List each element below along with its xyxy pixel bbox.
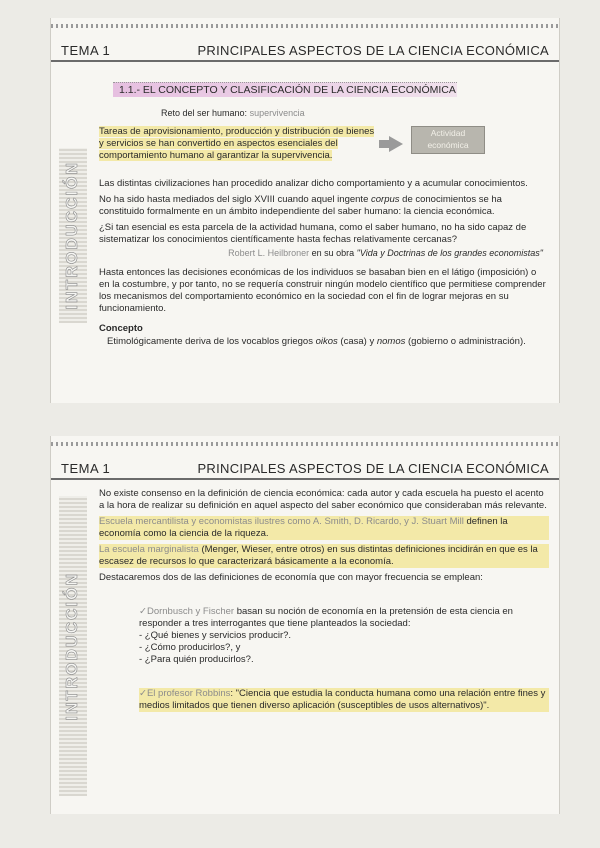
question-item: - ¿Para quién producirlos?. [139, 654, 254, 665]
work-title: "Vida y Doctrinas de los grandes economistas" [356, 248, 543, 258]
side-banner-label: INTRODUCCIÓN [64, 571, 81, 721]
p3-text-b: (Menger, Wieser, entre otros) en sus distintas definiciones incidirán en que es la escasez de recursos lo que caracterizará básicamente a la economía. [99, 544, 538, 567]
concepto-text [99, 336, 549, 348]
header-dotted-rule [51, 442, 559, 446]
slide-1 [50, 18, 560, 403]
paragraph: Hasta entonces las decisiones económicas de los individuos se basaban bien en el látigo (imposición) o en la costumbre, y por tanto, no se requería construir ningún modelo científico que permitiese comprender los mecanismos del comportamiento económico en la sociedad con el fin de lograr mejoras en su funcionamiento. [99, 267, 546, 314]
tema-label: TEMA 1 [61, 43, 111, 58]
definition-1-body: basan su noción de economía en la pretensión de esta ciencia en responder a tres interrogantes que tiene planteados la sociedad: [139, 606, 513, 629]
definition-2-body: : "Ciencia que estudia la conducta humana como una relación entre fines y medios limitados que tienen diverso aplicación (susceptibles de usos alternativos)". [139, 688, 546, 711]
paragraph: ¿Si tan esencial es esta parcela de la actividad humana, como el saber humano, no ha sido capaz de sistematizar los conocimientos científicamente hasta fechas relativamente cercanas? [99, 222, 527, 245]
slide-2 [50, 436, 560, 814]
arrow-right-icon [389, 136, 403, 152]
p3-text-a: La escuela marginalista [99, 544, 199, 555]
paragraph: Destacaremos dos de las definiciones de economía que con mayor frecuencia se emplean: [99, 572, 483, 583]
definition-2 [99, 688, 549, 712]
definition-1-text [139, 606, 549, 630]
activity-badge [411, 126, 485, 154]
concepto-b: oikos [315, 336, 338, 347]
tema-label: TEMA 1 [61, 461, 111, 476]
highlight-text: Tareas de aprovisionamiento, producción y distribución de bienes y servicios se han convertido en aspectos esenciales del comportamiento humano al garantizar la supervivencia. [99, 126, 375, 161]
side-banner-label: INTRODUCCIÓN [64, 161, 81, 310]
definition-1 [99, 606, 549, 666]
section-subtitle [113, 82, 457, 97]
concepto-d: nomos [376, 336, 406, 347]
side-banner [59, 496, 87, 796]
quote-attribution [99, 247, 549, 259]
reto-label: Reto del ser humano: [161, 108, 248, 118]
definition-1-author: ✓Dornbusch y Fischer [139, 606, 235, 617]
p2-text-b: definen la economía como la ciencia de la riqueza. [99, 516, 508, 539]
reto-line [161, 108, 305, 118]
question-item: - ¿Cómo producirlos?, y [139, 642, 241, 653]
header-dotted-rule [51, 24, 559, 28]
paragraph [99, 544, 549, 568]
slide-header [51, 450, 559, 480]
reto-value: supervivencia [249, 108, 305, 118]
question-item: - ¿Qué bienes y servicios producir?. [139, 630, 292, 641]
author-mid: en su obra [309, 248, 357, 258]
badge-line-1: Actividad [430, 128, 466, 138]
concepto-label: Concepto [99, 323, 143, 334]
p2-text-a: No ha sido hasta mediados del siglo XVIII cuando aquel ingente [99, 194, 371, 205]
p2-text-c: de conocimientos se ha constituido formalmente en un ámbito independiente del saber humano: la ciencia económica. [99, 194, 502, 217]
paragraph [99, 194, 549, 218]
concepto-e: (gobierno o administración). [405, 336, 526, 347]
p2-text-b: corpus [371, 194, 400, 205]
section-subtitle-text: 1.1.- EL CONCEPTO Y CLASIFICACIÓN DE LA CIENCIA ECONÓMICA [119, 84, 456, 96]
slide2-body [99, 488, 549, 716]
highlight-block [99, 126, 379, 166]
slide-header [51, 32, 559, 62]
badge-line-2: económica [427, 140, 469, 150]
author-name: Robert L. Heilbroner [228, 248, 310, 258]
slide1-body [99, 178, 549, 352]
concepto-a: Etimológicamente deriva de los vocablos griegos [107, 336, 316, 347]
definition-2-text [139, 688, 549, 712]
paragraph: No existe consenso en la definición de ciencia económica: cada autor y cada escuela ha puesto el acento a la hora de realizar su definición en aquel aspecto del saber económico que consideraban más relevante. [99, 488, 547, 511]
paragraph: Las distintas civilizaciones han procedido analizar dicho comportamiento y a acumular conocimientos. [99, 178, 528, 189]
side-banner [59, 148, 87, 323]
paragraph [99, 516, 549, 540]
concepto-c: (casa) y [337, 336, 377, 347]
slide-title: PRINCIPALES ASPECTOS DE LA CIENCIA ECONÓMICA [197, 461, 549, 476]
p2-text-a: Escuela mercantilista y economistas ilustres como A. Smith, D. Ricardo, y J. Stuart Mill [99, 516, 464, 527]
definition-2-author: ✓El profesor Robbins [139, 688, 231, 699]
slide-title: PRINCIPALES ASPECTOS DE LA CIENCIA ECONÓMICA [197, 43, 549, 58]
